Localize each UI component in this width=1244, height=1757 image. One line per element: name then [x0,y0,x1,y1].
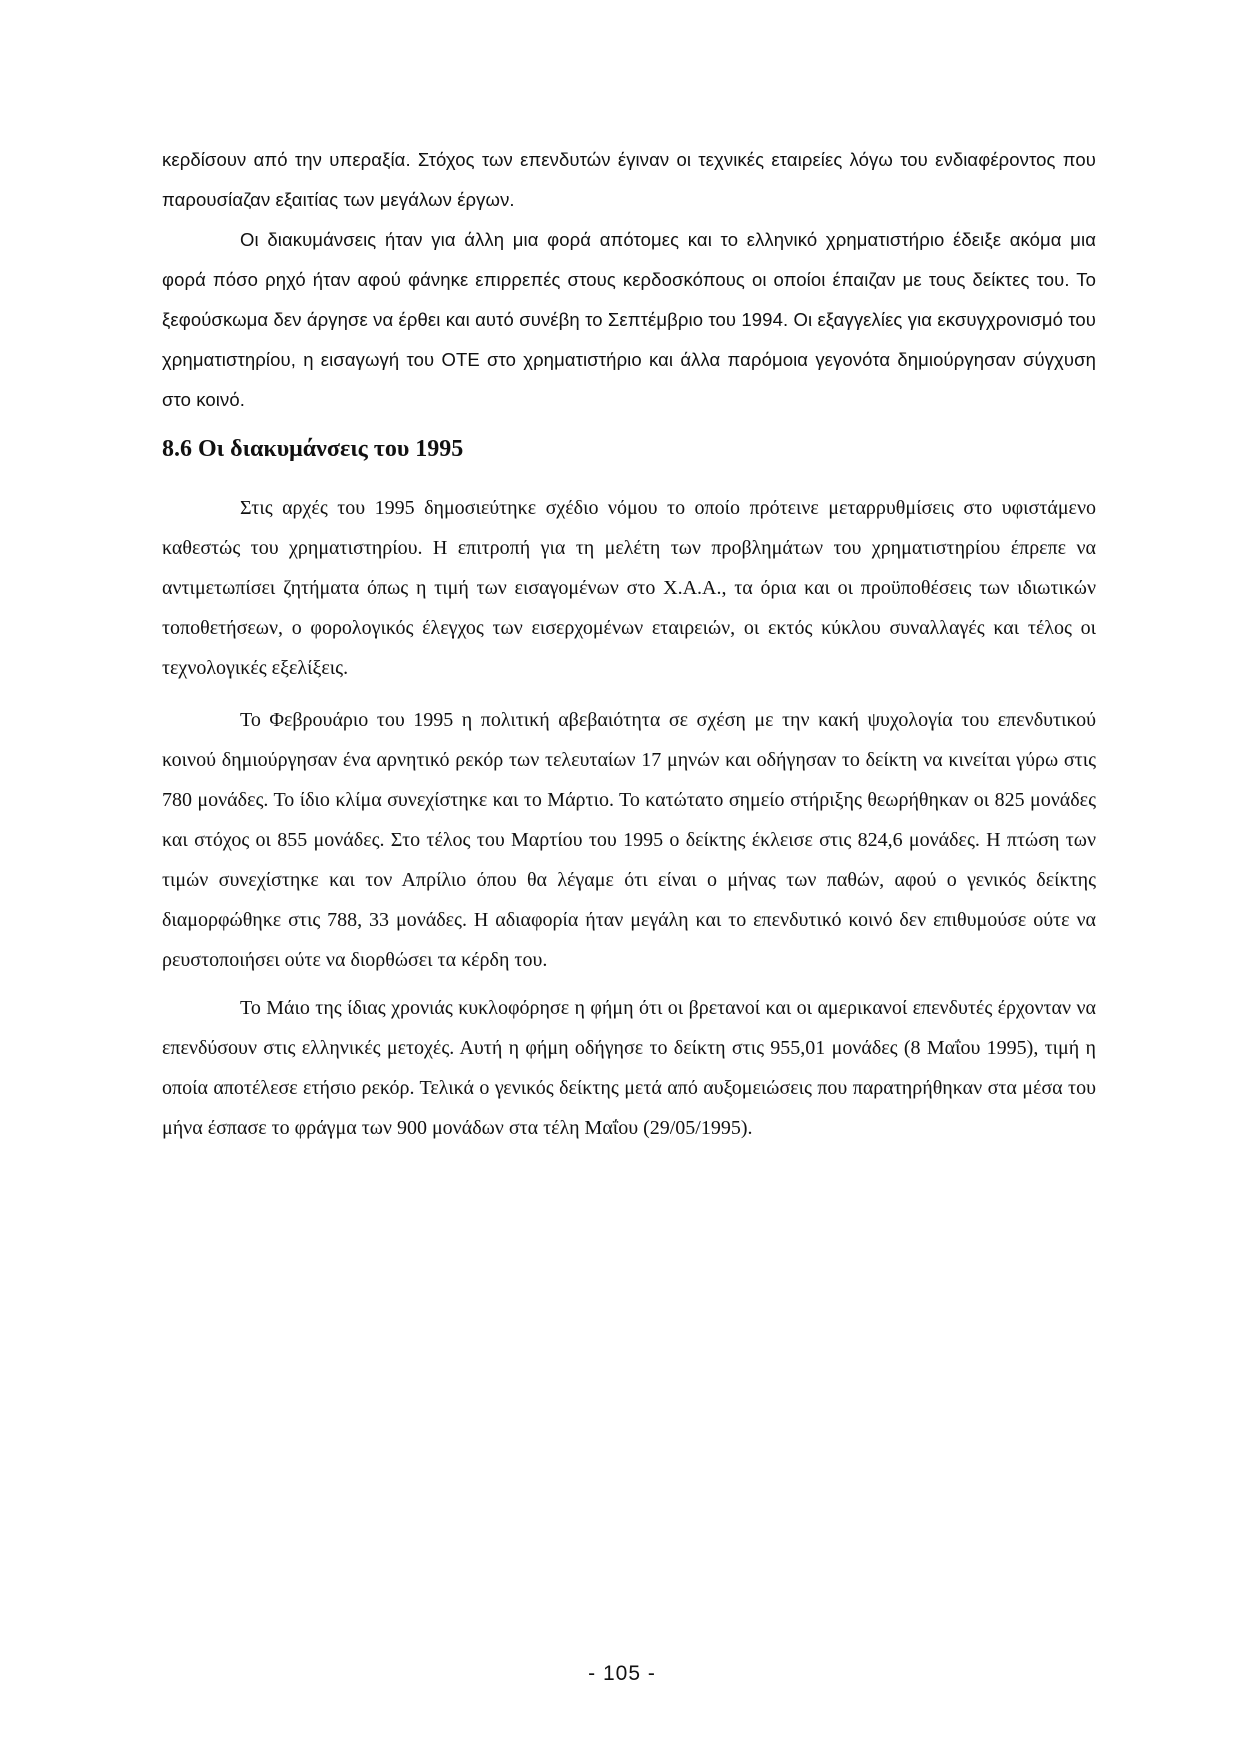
paragraph-continuation: κερδίσουν από την υπεραξία. Στόχος των επενδυτών έγιναν οι τεχνικές εταιρείες λόγω του ενδιαφέροντος που παρουσίαζαν εξαιτίας των μεγάλων έργων. [162,149,1096,210]
page-number: - 105 - [588,1662,656,1685]
paragraph-fluctuations-1994: Οι διακυμάνσεις ήταν για άλλη μια φορά απότομες και το ελληνικό χρηματιστήριο έδειξε ακόμα μια φορά πόσο ρηχό ήταν αφού φάνηκε επιρρεπές στους κερδοσκόπους οι οποίοι έπαιζαν με τους δείκτες του. Το ξεφούσκωμα δεν άργησε να έρθει και αυτό συνέβη το Σεπτέμβριο του 1994. Οι εξαγγελίες για εκσυγχρονισμό του χρηματιστηρίου, η εισαγωγή του ΟΤΕ στο χρηματιστήριο και άλλα παρόμοια γεγονότα δημιούργησαν σύγχυση στο κοινό. [162,229,1096,410]
paragraph-bill-1995: Στις αρχές του 1995 δημοσιεύτηκε σχέδιο νόμου το οποίο πρότεινε μεταρρυθμίσεις στο υφιστάμενο καθεστώς του χρηματιστηρίου. Η επιτροπή για τη μελέτη των προβλημάτων του χρηματιστηρίου έπρεπε να αντιμετωπίσει ζητήματα όπως η τιμή των εισαγομένων στο Χ.Α.Α., τα όρια και οι προϋποθέσεις των ιδιωτικών τοποθετήσεων, ο φορολογικός έλεγχος των εισερχομένων εταιρειών, οι εκτός κύκλου συναλλαγές και τέλος οι τεχνολογικές εξελίξεις. [162,497,1096,679]
paragraph-february-1995: Το Φεβρουάριο του 1995 η πολιτική αβεβαιότητα σε σχέση με την κακή ψυχολογία του επενδυτικού κοινού δημιούργησαν ένα αρνητικό ρεκόρ των τελευταίων 17 μηνών και οδήγησαν το δείκτη να κινείται γύρω στις 780 μονάδες. Το ίδιο κλίμα συνεχίστηκε και το Μάρτιο. Το κατώτατο σημείο στήριξης θεωρήθηκαν οι 825 μονάδες και στόχος οι 855 μονάδες. Στο τέλος του Μαρτίου του 1995 ο δείκτης έκλεισε στις 824,6 μονάδες. Η πτώση των τιμών συνεχίστηκε και τον Απρίλιο όπου θα λέγαμε ότι είναι ο μήνας των παθών, αφού ο γενικός δείκτης διαμορφώθηκε στις 788, 33 μονάδες. Η αδιαφορία ήταν μεγάλη και το επενδυτικό κοινό δεν επιθυμούσε ούτε να ρευστοποιήσει ούτε να διορθώσει τα κέρδη του. [162,709,1096,971]
paragraph-may-1995: Το Μάιο της ίδιας χρονιάς κυκλοφόρησε η φήμη ότι οι βρετανοί και οι αμερικανοί επενδυτές έρχονταν να επενδύσουν στις ελληνικές μετοχές. Αυτή η φήμη οδήγησε το δείκτη στις 955,01 μονάδες (8 Μαΐου 1995), τιμή η οποία αποτέλεσε ετήσιο ρεκόρ. Τελικά ο γενικός δείκτης μετά από αυξομειώσεις που παρατηρήθηκαν στα μέσα του μήνα έσπασε το φράγμα των 900 μονάδων στα τέλη Μαΐου (29/05/1995). [162,997,1096,1139]
section-heading: 8.6 Οι διακυμάνσεις του 1995 [162,436,464,462]
page-content [162,140,1096,1148]
